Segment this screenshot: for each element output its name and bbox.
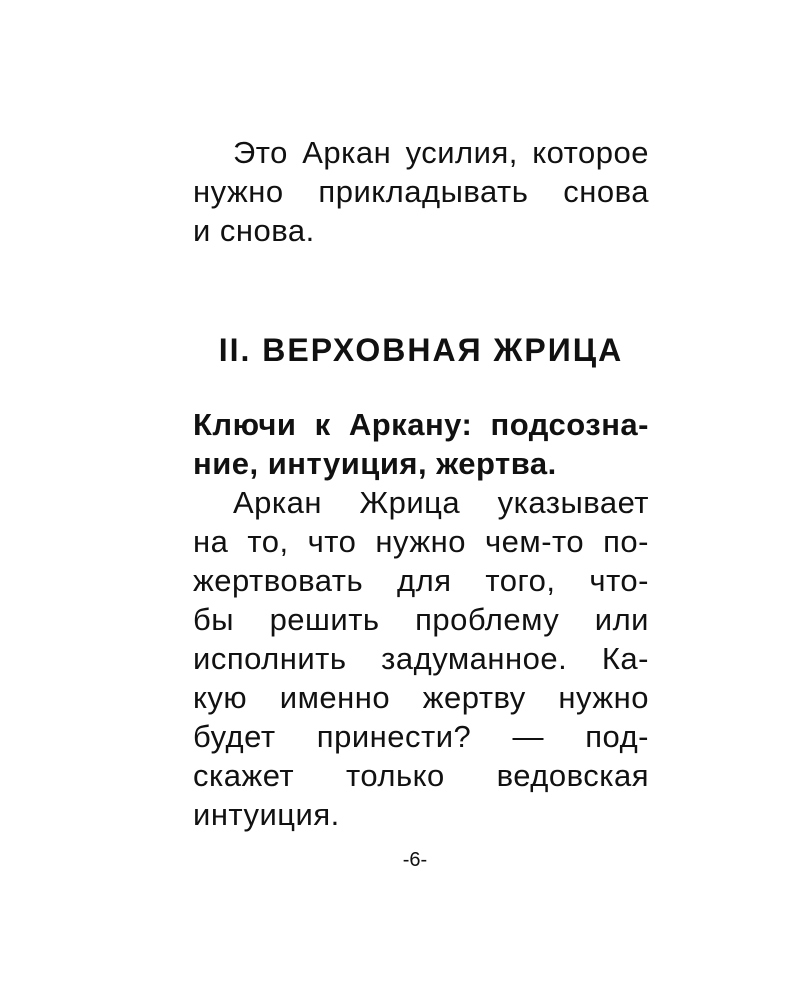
body-line-2: на то, что нужно чем-то по- (193, 524, 649, 559)
intro-line-2: нужно прикладывать снова (193, 174, 649, 209)
body-line-6: кую именно жертву нужно (193, 680, 649, 715)
intro-paragraph (193, 133, 649, 250)
body-line-7: будет принести? — под- (193, 719, 649, 754)
keys-line-1: Ключи к Аркану: подсозна- (193, 407, 649, 442)
body-line-8: скажет только ведовская (193, 758, 649, 793)
body-line-4: бы решить проблему или (193, 602, 649, 637)
body-line-5: исполнить задуманное. Ка- (193, 641, 649, 676)
body-line-3: жертвовать для того, что- (193, 563, 649, 598)
body-line-1: Аркан Жрица указывает (233, 485, 649, 520)
body-line-9: интуиция. (193, 797, 340, 832)
intro-line-3: и снова. (193, 213, 315, 248)
section-heading: II. ВЕРХОВНАЯ ЖРИЦА (218, 332, 624, 368)
page-number: -6- (402, 849, 428, 871)
intro-line-1: Это Аркан усилия, которое (233, 135, 649, 170)
section-body (193, 405, 649, 834)
keys-line-2: ние, интуиция, жертва. (193, 446, 557, 481)
